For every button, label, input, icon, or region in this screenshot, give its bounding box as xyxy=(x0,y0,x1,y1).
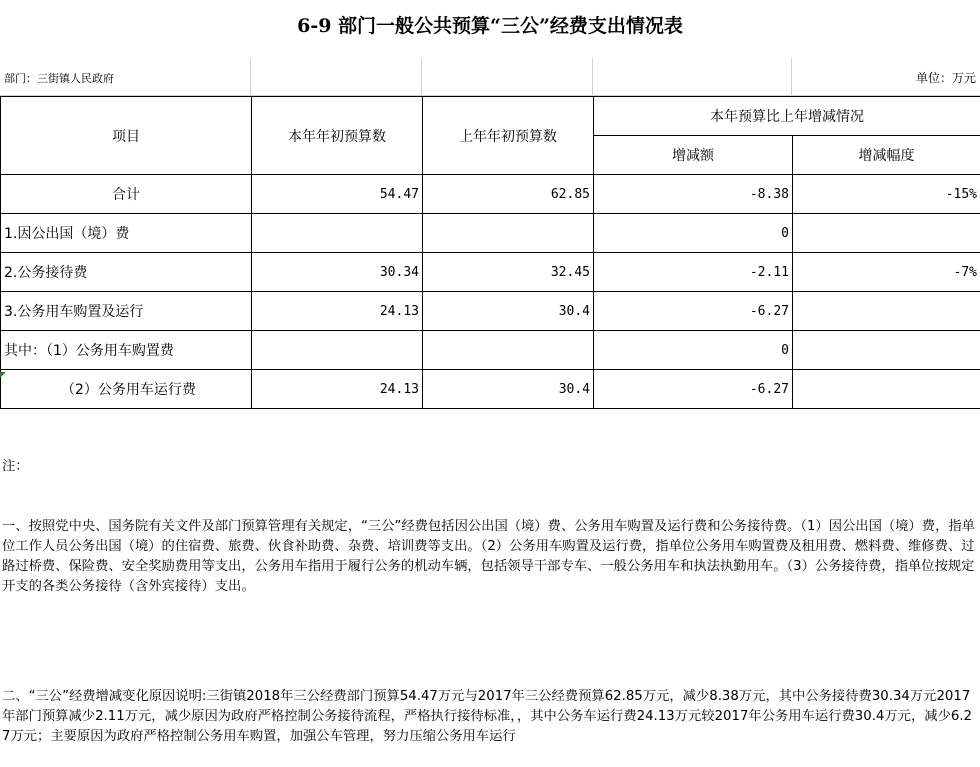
header-item: 项目 xyxy=(1,97,252,175)
table-row xyxy=(1,292,980,331)
notes-label: 注： xyxy=(2,457,976,477)
row-item: 1.因公出国（境）费 xyxy=(1,214,252,253)
header-change-rate: 增减幅度 xyxy=(793,136,980,175)
row-current: 54.47 xyxy=(252,175,423,214)
department-label: 部门：三街镇人民政府 xyxy=(4,70,114,86)
row-item: 3.公务用车购置及运行 xyxy=(1,292,252,331)
row-current: 30.34 xyxy=(252,253,423,292)
table-row xyxy=(1,214,980,253)
row-previous: 62.85 xyxy=(423,175,594,214)
row-change: 0 xyxy=(594,331,793,370)
three-public-expense-table xyxy=(0,96,980,409)
notes-paragraph-1: 一、按照党中央、国务院有关文件及部门预算管理有关规定，“三公”经费包括因公出国（境）费、公务用车购置及运行费和公务接待费。（1）因公出国（境）费，指单位工作人员公务出国（境）的住宿费、旅费、伙食补助费、杂费、培训费等支出。（2）公务用车购置及运行费，指单位公务用车购置费及租用费、燃料费、维修费、过路过桥费、保险费、安全奖励费用等支出，公务用车指用于履行公务的机动车辆，包括领导干部专车、一般公务用车和执法执勤用车。（3）公务接待费，指单位按规定开支的各类公务接待（含外宾接待）支出。 xyxy=(2,517,976,597)
row-rate: -7% xyxy=(793,253,980,292)
row-rate xyxy=(793,370,980,409)
cell-comment-marker xyxy=(0,372,6,378)
table-row xyxy=(1,253,980,292)
header-current-budget: 本年年初预算数 xyxy=(252,97,423,175)
notes-paragraph-2: 二、“三公”经费增减变化原因说明:三街镇2018年三公经费部门预算54.47万元与2017年三公经费预算62.85万元，减少8.38万元，其中公务接待费30.34万元2017年部门预算减少2.11万元，减少原因为政府严格控制公务接待流程，严格执行接待标准，，其中公务车运行费24.13万元较2017年公务用车运行费30.4万元，减少6.27万元；主要原因为政府严格控制公务用车购置，加强公车管理，努力压缩公务用车运行 xyxy=(2,687,976,747)
row-current: 24.13 xyxy=(252,292,423,331)
row-previous xyxy=(423,214,594,253)
header-row xyxy=(1,97,980,136)
row-previous xyxy=(423,331,594,370)
row-change: -6.27 xyxy=(594,292,793,331)
table-row-total xyxy=(1,175,980,214)
row-change: -2.11 xyxy=(594,253,793,292)
notes-section xyxy=(2,417,976,767)
table-row xyxy=(1,331,980,370)
row-previous: 30.4 xyxy=(423,370,594,409)
page-title: 6-9 部门一般公共预算“三公”经费支出情况表 xyxy=(0,8,980,44)
row-change: 0 xyxy=(594,214,793,253)
row-item: 2.公务接待费 xyxy=(1,253,252,292)
row-item: 合计 xyxy=(1,175,252,214)
row-previous: 32.45 xyxy=(423,253,594,292)
row-item: （2）公务用车运行费 xyxy=(1,370,252,409)
grid-line xyxy=(592,58,593,96)
row-previous: 30.4 xyxy=(423,292,594,331)
header-change-amount: 增减额 xyxy=(594,136,793,175)
row-rate xyxy=(793,292,980,331)
row-rate: -15% xyxy=(793,175,980,214)
row-current xyxy=(252,214,423,253)
row-rate xyxy=(793,214,980,253)
row-change: -6.27 xyxy=(594,370,793,409)
header-change-group: 本年预算比上年增减情况 xyxy=(594,97,980,136)
table-row xyxy=(1,370,980,409)
grid-line xyxy=(250,58,251,96)
row-item: 其中：（1）公务用车购置费 xyxy=(1,331,252,370)
notes-spacer xyxy=(2,637,976,647)
row-change: -8.38 xyxy=(594,175,793,214)
header-previous-budget: 上年年初预算数 xyxy=(423,97,594,175)
row-current: 24.13 xyxy=(252,370,423,409)
header-info-grid xyxy=(0,58,980,96)
unit-label: 单位：万元 xyxy=(916,69,976,86)
row-rate xyxy=(793,331,980,370)
row-current xyxy=(252,331,423,370)
grid-line xyxy=(791,58,792,96)
grid-line xyxy=(421,58,422,96)
